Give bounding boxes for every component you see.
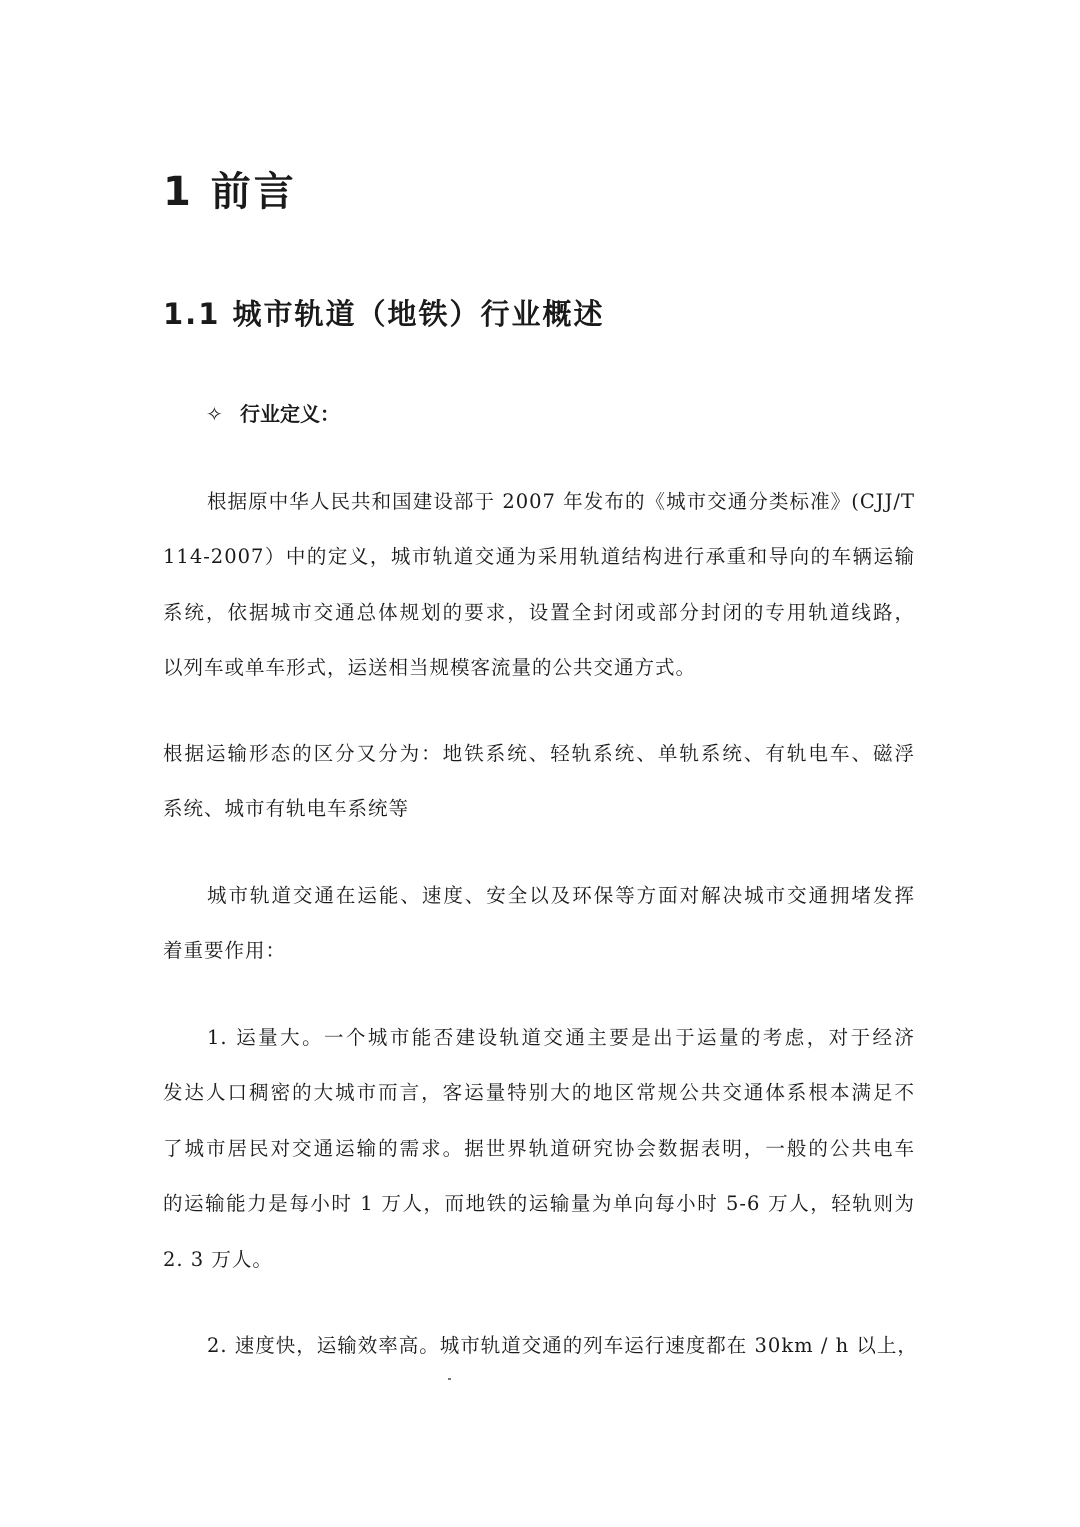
paragraph-line: 114-2007）中的定义，城市轨道交通为采用轨道结构进行承重和导向的车辆运输: [163, 545, 915, 568]
bullet-item-definition: [206, 398, 340, 427]
paragraph-line: 系统、城市有轨电车系统等: [163, 797, 410, 820]
paragraph-line: 的运输能力是每小时 1 万人，而地铁的运输量为单向每小时 5-6 万人，轻轨则为: [163, 1192, 915, 1215]
paragraph-line: 着重要作用：: [163, 939, 287, 962]
paragraph-line: 系统，依据城市交通总体规划的要求，设置全封闭或部分封闭的专用轨道线路，: [163, 601, 915, 624]
paragraph-line: 城市轨道交通在运能、速度、安全以及环保等方面对解决城市交通拥堵发挥: [207, 884, 915, 907]
bullet-label: 行业定义：: [240, 402, 340, 426]
paragraph-line: 根据运输形态的区分又分为：地铁系统、轻轨系统、单轨系统、有轨电车、磁浮: [163, 742, 915, 765]
paragraph-line: 发达人口稠密的大城市而言，客运量特别大的地区常规公共交通体系根本满足不: [163, 1081, 915, 1104]
paragraph-line: 了城市居民对交通运输的需求。据世界轨道研究协会数据表明，一般的公共电车: [163, 1137, 915, 1160]
diamond-bullet-icon: ✧: [206, 402, 223, 426]
paragraph-line: 根据原中华人民共和国建设部于 2007 年发布的《城市交通分类标准》(CJJ/T: [207, 490, 915, 513]
scan-speck: [448, 1378, 451, 1380]
paragraph-line: 2. 速度快，运输效率高。城市轨道交通的列车运行速度都在 30km / h 以上，: [207, 1334, 918, 1357]
paragraph-line: 2. 3 万人。: [163, 1248, 273, 1271]
paragraph-line: 1. 运量大。一个城市能否建设轨道交通主要是出于运量的考虑，对于经济: [207, 1026, 915, 1049]
chapter-title: 1 前言: [163, 169, 297, 215]
paragraph-line: 以列车或单车形式，运送相当规模客流量的公共交通方式。: [163, 656, 697, 679]
section-title: 1.1 城市轨道（地铁）行业概述: [163, 297, 605, 331]
